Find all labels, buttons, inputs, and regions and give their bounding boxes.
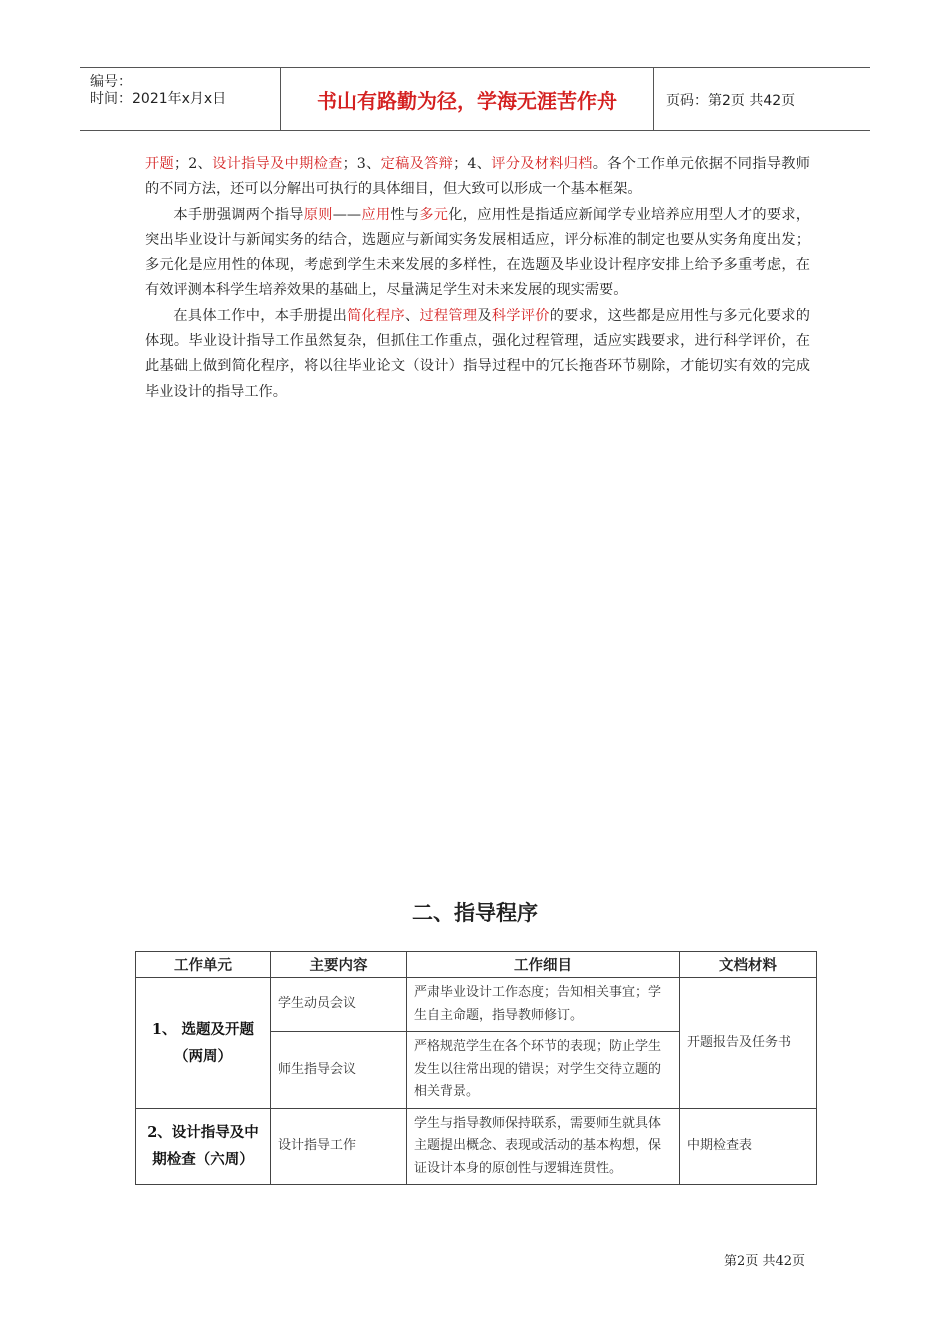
highlighted-term: 科学评价	[491, 307, 550, 324]
highlighted-term: 定稿及答辩	[380, 156, 454, 172]
text-run: 化，应用性是指适应新闻学专业培养应用型人才的要求，突出毕业设计与新闻实务的结合，选题应与新闻实务发展相适应，评分标准的制定也要从实务角度出发；多元化是应用性的体现，考虑到学生未来发展的多样性，在选题及毕业设计程序安排上给予多重考虑，在有效评测本科学生培养效果的基础上，尽量满足学生对未来发展的现实需要。	[145, 206, 810, 299]
text-run: ——	[332, 206, 362, 223]
header-center-cell	[280, 68, 654, 130]
header-motto: 书山有路勤为径，学海无涯苦作舟	[317, 89, 617, 113]
text-run: 。各个工作单元依据不同指导教师的不同方法，还可以分解出可执行的具体细目，但大致可以形成一个基本框架。	[145, 156, 810, 198]
header-main-content: 主要内容	[271, 952, 407, 978]
text-run: ；4、	[453, 156, 492, 172]
documents-cell: 开题报告及任务书	[680, 978, 817, 1109]
text-run: 在具体工作中，本手册提出	[173, 307, 348, 324]
paragraph-requirements	[145, 304, 810, 405]
text-run: ；2、	[174, 156, 213, 172]
highlighted-term: 设计指导及中期检查	[212, 156, 343, 172]
text-run: 及	[477, 307, 492, 324]
highlighted-term: 简化程序	[347, 307, 405, 324]
page-header	[80, 67, 870, 131]
unit-1-cell: 1、 选题及开题（两周）	[136, 978, 271, 1109]
highlighted-term: 多元	[419, 206, 449, 223]
header-right-cell	[654, 68, 870, 130]
highlighted-term: 评分及材料归档	[491, 156, 593, 172]
header-work-detail: 工作细目	[407, 952, 680, 978]
paragraph-work-units	[145, 152, 810, 203]
content-cell: 师生指导会议	[271, 1032, 407, 1109]
text-run: ；3、	[342, 156, 381, 172]
section-title: 二、指导程序	[412, 901, 538, 925]
doc-time-label: 时间：2021年x月x日	[90, 91, 227, 107]
body-text	[145, 152, 810, 405]
header-documents: 文档材料	[680, 952, 817, 978]
highlighted-term: 应用	[361, 206, 391, 223]
procedure-table	[135, 951, 817, 1185]
table-row	[136, 978, 817, 1032]
detail-cell: 学生与指导教师保持联系，需要师生就具体主题提出概念、表现或活动的基本构想，保证设计本身的原创性与逻辑连贯性。	[407, 1108, 680, 1185]
header-work-unit: 工作单元	[136, 952, 271, 978]
highlighted-term: 过程管理	[419, 307, 478, 324]
detail-cell: 严格规范学生在各个环节的表现；防止学生发生以往常出现的错误；对学生交待立题的相关背景。	[407, 1032, 680, 1109]
content-cell: 设计指导工作	[271, 1108, 407, 1185]
page-footer: 第2页 共42页	[724, 1254, 805, 1269]
detail-cell: 严肃毕业设计工作态度；告知相关事宜；学生自主命题，指导教师修订。	[407, 978, 680, 1032]
highlighted-term: 原则	[303, 206, 333, 223]
text-run: 性与	[390, 206, 420, 223]
content-cell: 学生动员会议	[271, 978, 407, 1032]
documents-cell: 中期检查表	[680, 1108, 817, 1185]
table-row	[136, 1108, 817, 1185]
unit-2-cell: 2、设计指导及中期检查（六周）	[136, 1108, 271, 1185]
paragraph-principles	[145, 203, 810, 304]
table-header-row	[136, 952, 817, 978]
header-left-cell	[80, 68, 280, 130]
text-run: 、	[404, 307, 420, 324]
doc-id-label: 编号：	[90, 74, 132, 90]
header-page-number: 页码：第2页 共42页	[666, 93, 796, 109]
highlighted-term: 开题	[145, 156, 175, 172]
text-run: 的要求，这些都是应用性与多元化要求的体现。毕业设计指导工作虽然复杂，但抓住工作重点，强化过程管理，适应实践要求，进行科学评价，在此基础上做到简化程序，将以往毕业论文（设计）指导过程中的冗长拖沓环节剔除，才能切实有效的完成毕业设计的指导工作。	[145, 307, 810, 400]
text-run: 本手册强调两个指导	[173, 206, 304, 223]
